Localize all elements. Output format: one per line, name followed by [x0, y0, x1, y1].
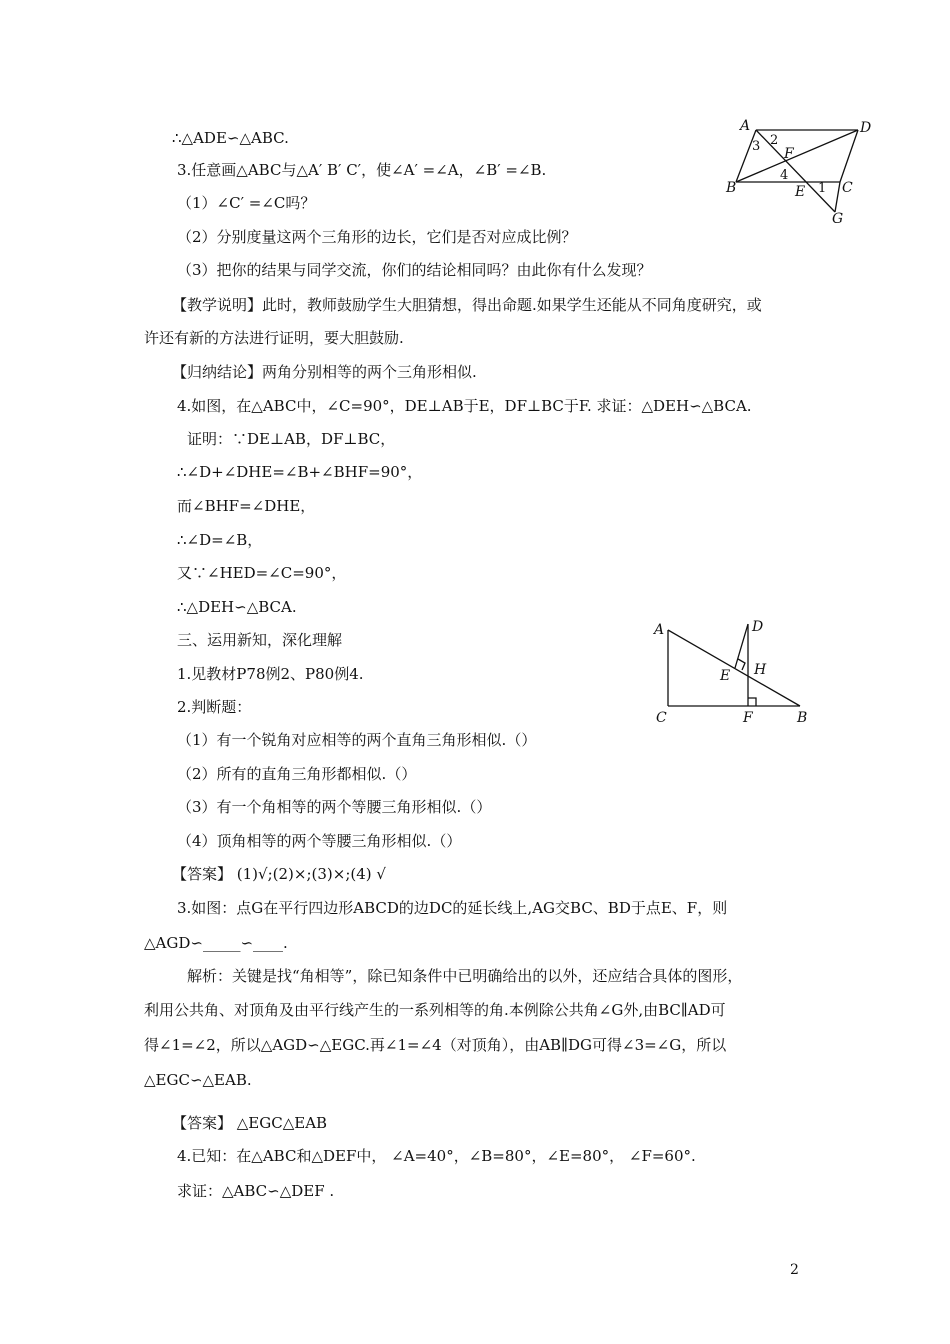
right-triangle-figure: [650, 612, 820, 730]
text-line-19: （1）有一个锐角对应相等的两个直角三角形相似.（）: [177, 731, 537, 749]
fig2-label-a: A: [654, 622, 665, 638]
text-line-10: 证明：∵DE⊥AB，DF⊥BC，: [187, 430, 396, 448]
parallelogram-figure: [722, 112, 882, 228]
fig2-label-h: H: [754, 662, 767, 678]
text-line-28: 得∠1=∠2，所以△AGD∽△EGC.再∠1=∠4（对顶角），由AB∥DG可得∠3=∠G，所以: [144, 1036, 727, 1054]
fig2-label-b: B: [797, 710, 808, 726]
fig2-label-d: D: [752, 619, 764, 635]
fig1-label-f: F: [784, 146, 794, 162]
text-line-22: （4）顶角相等的两个等腰三角形相似.（）: [177, 832, 462, 850]
text-line-24: 3.如图：点G在平行四边形ABCD的边DC的延长线上,AG交BC、BD于点E、F，则: [177, 899, 728, 917]
text-line-1: ∴△ADE∽△ABC.: [172, 129, 289, 147]
fig1-label-b: B: [726, 180, 737, 196]
text-line-23: 【答案】 (1)√;(2)×;(3)×;(4) √: [172, 865, 386, 883]
fig1-angle-3: 3: [752, 139, 761, 154]
text-line-25: △AGD∽_____∽____.: [144, 934, 288, 952]
text-line-17: 1.见教材P78例2、P80例4.: [177, 665, 364, 683]
text-line-4: （2）分别度量这两个三角形的边长，它们是否对应成比例？: [177, 228, 577, 246]
fig1-angle-2: 2: [770, 133, 779, 148]
fig1-label-c: C: [842, 180, 853, 196]
text-line-30: 【答案】 △EGC△EAB: [172, 1114, 328, 1132]
fig2-label-e: E: [720, 668, 731, 684]
fig2-label-c: C: [656, 710, 667, 726]
text-line-7: 许还有新的方法进行证明，要大胆鼓励.: [144, 329, 404, 347]
fig1-angle-4: 4: [780, 168, 789, 183]
fig1-label-a: A: [740, 118, 751, 134]
fig1-label-g: G: [832, 211, 844, 227]
text-line-11: ∴∠D+∠DHE=∠B+∠BHF=90°，: [177, 463, 423, 481]
text-line-6: 【教学说明】此时，教师鼓励学生大胆猜想，得出命题.如果学生还能从不同角度研究，或: [172, 296, 762, 314]
text-line-18: 2.判断题：: [177, 698, 252, 716]
fig1-angle-1: 1: [818, 181, 827, 196]
fig1-label-e: E: [795, 184, 806, 200]
text-line-32: 求证：△ABC∽△DEF .: [177, 1182, 335, 1200]
text-line-2: 3.任意画△ABC与△A′ B′ C′，使∠A′ =∠A，∠B′ =∠B.: [177, 161, 547, 179]
text-line-27: 利用公共角、对顶角及由平行线产生的一系列相等的角.本例除公共角∠G外,由BC∥AD可: [144, 1001, 726, 1019]
text-line-26: 解析：关键是找“角相等”，除已知条件中已明确给出的以外，还应结合具体的图形，: [187, 967, 743, 985]
text-line-31: 4.已知：在△ABC和△DEF中， ∠A=40°，∠B=80°，∠E=80°， ∠F=60°.: [177, 1147, 696, 1165]
text-line-20: （2）所有的直角三角形都相似.（）: [177, 765, 417, 783]
text-line-13: ∴∠D=∠B，: [177, 531, 263, 549]
text-line-8: 【归纳结论】两角分别相等的两个三角形相似.: [172, 363, 477, 381]
text-line-3: （1）∠C′ =∠C吗？: [177, 194, 316, 212]
text-line-12: 而∠BHF=∠DHE，: [177, 497, 316, 515]
text-line-14: 又∵∠HED=∠C=90°，: [177, 564, 347, 582]
text-line-21: （3）有一个角相等的两个等腰三角形相似.（）: [177, 798, 492, 816]
fig2-label-f: F: [743, 710, 753, 726]
text-line-9: 4.如图，在△ABC中，∠C=90°，DE⊥AB于E，DF⊥BC于F. 求证：△DEH∽△BCA.: [177, 397, 752, 415]
section-heading: 三、运用新知，深化理解: [177, 631, 343, 649]
text-line-29: △EGC∽△EAB.: [144, 1071, 252, 1089]
text-line-15: ∴△DEH∽△BCA.: [177, 598, 297, 616]
fig1-label-d: D: [860, 120, 872, 136]
page-number: 2: [790, 1262, 799, 1278]
text-line-5: （3）把你的结果与同学交流，你们的结论相同吗？由此你有什么发现？: [177, 261, 652, 279]
